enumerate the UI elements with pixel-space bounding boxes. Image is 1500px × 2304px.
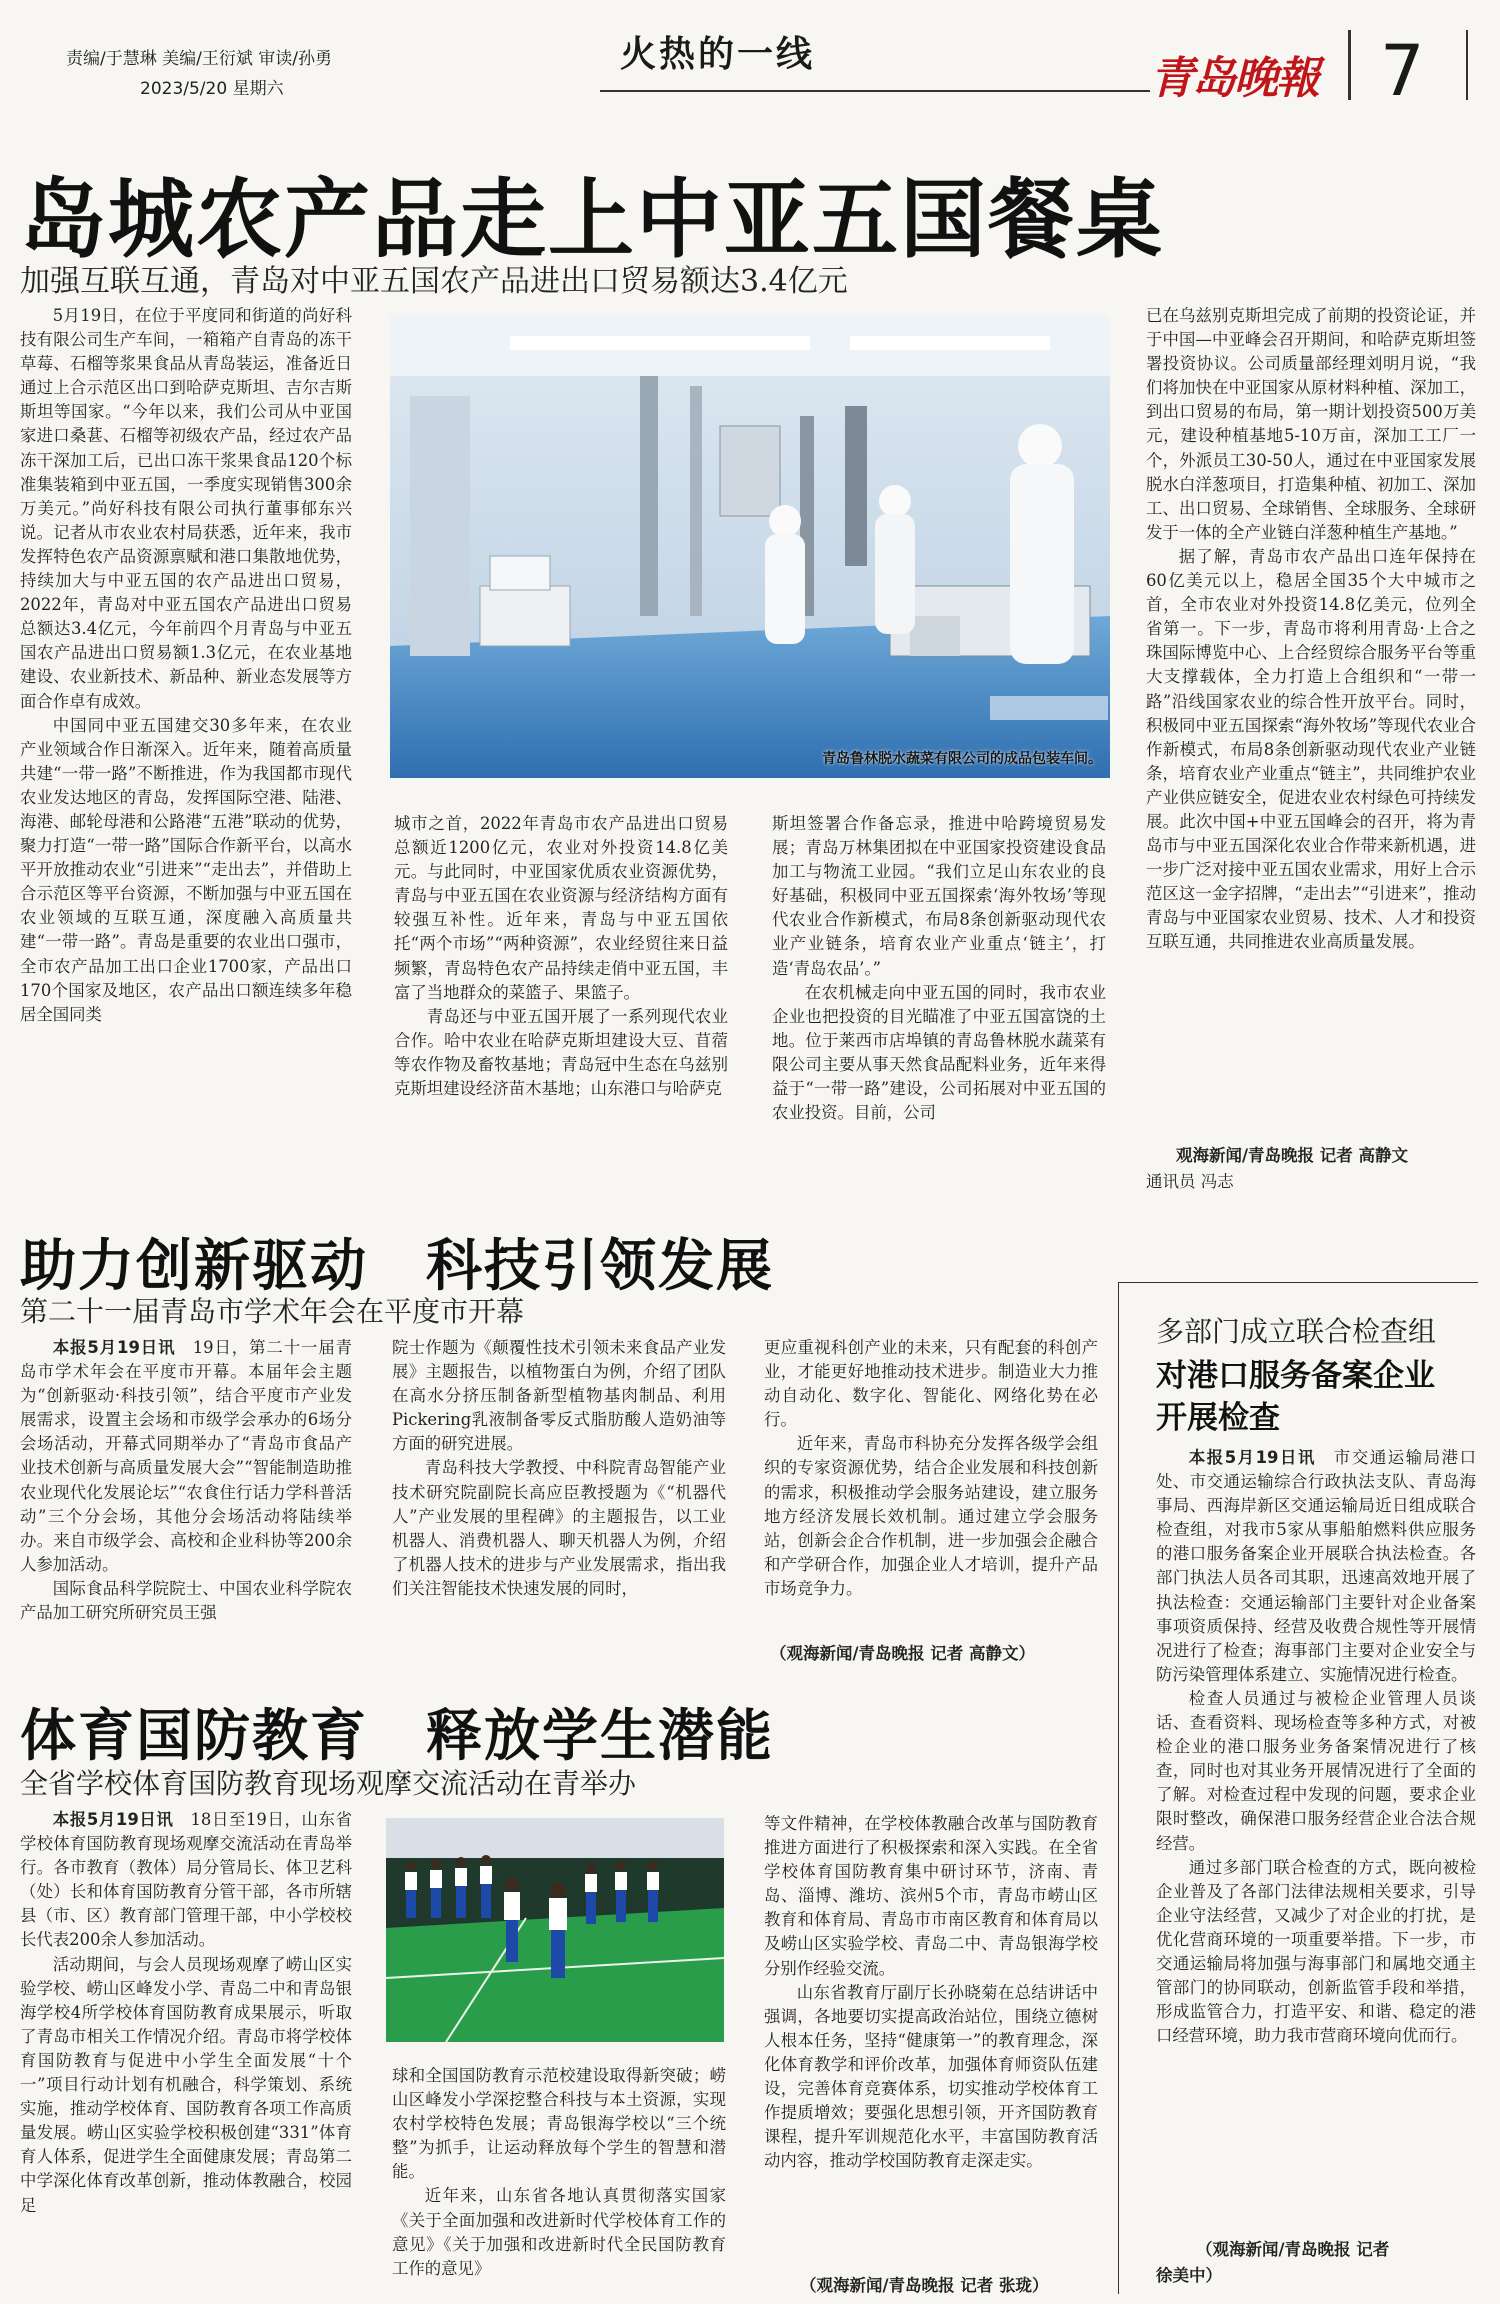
article1-byline-2: 通讯员 冯志 — [1146, 1172, 1234, 1191]
sidebar-frame-left — [1118, 1282, 1119, 2294]
masthead-divider — [1348, 30, 1351, 100]
article3-lead-label: 本报5月19日讯 — [52, 1810, 174, 1829]
sidebar-frame-top — [1118, 1282, 1478, 1283]
sidebar-byline-2: 徐美中） — [1156, 2266, 1222, 2285]
factory-illustration — [390, 316, 1110, 778]
newspaper-logo: 青岛晚報 — [1150, 53, 1318, 104]
article1-col3: 斯坦签署合作备忘录，推进中哈跨境贸易发展；青岛万林集团拟在中亚国家投资建设食品加工与物流工业园。“我们立足山东农业的良好基础，积极同中亚五国探索‘海外牧场’等现代农业合作新模式，布局8条创新驱动现代农业产业链条，培育农业产业重点‘链主’，打造‘青岛农品’。” 在农机械走向中亚五国的同时，我市农业企业也把投资的目光瞄准了中亚五国富饶的土地。位于莱西市店埠镇的青岛鲁林脱水蔬菜有限公司主要从事天然食品配料业务，近年来得益于“一带一路”建设，公司拓展对中亚五国的农业投资。目前，公司 — [772, 814, 1106, 1123]
sidebar-title-line3: 开展检查 — [1156, 1400, 1280, 1436]
article1-byline: 观海新闻/青岛晚报 记者 高静文 — [1176, 1146, 1409, 1165]
article2-col2: 院士作题为《颠覆性技术引领未来食品产业发展》主题报告，以植物蛋白为例，介绍了团队在高水分挤压制备新型植物基肉制品、利用Pickering乳液制备零反式脂肪酸人造奶油等方面的研究进展。 青岛科技大学教授、中科院青岛智能产业技术研究院副院长高应臣教授题为《“机器代人”产业发展的里程碑》的主题报告，以工业机器人、消费机器人、聊天机器人为例，介绍了机器人技术的进步与产业发展需求，指出我们关注智能技术快速发展的同时， — [392, 1338, 726, 1598]
students-exercise-field-photo — [386, 1818, 724, 2042]
article2-subhead: 第二十一届青岛市学术年会在平度市开幕 — [20, 1295, 525, 1328]
sidebar-title-line1: 多部门成立联合检查组 — [1156, 1315, 1437, 1348]
article3-byline: （观海新闻/青岛晚报 记者 张珑） — [800, 2276, 1049, 2295]
sidebar-body: 本报5月19日讯 市交通运输局港口处、市交通运输综合行政执法支队、青岛海事局、西海岸新区交通运输局近日组成联合检查组，对我市5家从事船舶燃料供应服务的港口服务备案企业开展联合执法检查。各部门执法人员各司其职，迅速高效地开展了执法检查：交通运输部门主要针对企业备案事项资质保持、经营及收费合规性等开展情况进行了检查；海事部门主要对企业安全与防污染管理体系建立、实施情况进行检查。 检查人员通过与被检企业管理人员谈话、查看资料、现场检查等多种方式，对被检企业的港口服务业务备案情况进行了核查，同时也对其业务开展情况进行了全面的了解。对检查过程中发现的问题，要求企业限时整改，确保港口服务经营企业合法合规经营。 通过多部门联合检查的方式，既向被检企业普及了各部门法律法规相关要求，引导企业守法经营，又减少了对企业的打扰，是优化营商环境的一项重要举措。下一步，市交通运输局将加强与海事部门和属地交通主管部门的协同联动，创新监管手段和举措，形成监管合力，打造平安、和谐、稳定的港口经营环境，助力我市营商环境向优而行。 — [1156, 1448, 1476, 2046]
article2-lead-label: 本报5月19日讯 — [52, 1338, 176, 1357]
editor-credits: 责编/于慧琳 美编/王衍斌 审读/孙勇 — [66, 49, 332, 69]
masthead-edge — [1466, 30, 1468, 100]
article3-subhead: 全省学校体育国防教育现场观摩交流活动在青举办 — [20, 1767, 637, 1800]
sidebar-title-line2: 对港口服务备案企业 — [1156, 1358, 1435, 1394]
sidebar-lead-label: 本报5月19日讯 — [1188, 1448, 1316, 1467]
page-credits — [66, 44, 332, 104]
article2-byline: （观海新闻/青岛晚报 记者 高静文） — [770, 1644, 1036, 1663]
article1-col4: 已在乌兹别克斯坦完成了前期的投资论证，并于中国—中亚峰会召开期间，和哈萨克斯坦签署投资协议。公司质量部经理刘明月说，“我们将加快在中亚国家从原材料种植、深加工，到出口贸易的布局，第一期计划投资500万美元，建设种植基地5-10万亩，深加工工厂一个，外派员工30-50人，通过在中亚国家发展脱水白洋葱项目，打造集种植、初加工、深加工、出口贸易、全球销售、全球服务、全球研发于一体的全产业链白洋葱种植生产基地。” 据了解，青岛市农产品出口连年保持在60亿美元以上，稳居全国35个大中城市之首，全市农业对外投资14.8亿美元，位列全省第一。下一步，青岛市将利用青岛·上合之珠国际博览中心、上合经贸综合服务平台等重大支撑载体，全力打造上合组织和“一带一路”沿线国家农业的综合性开放平台。同时，积极同中亚五国探索“海外牧场”等现代农业合作新模式，布局8条创新驱动现代农业产业链条，培育农业产业重点“链主”，共同维护农业产业供应链安全，促进农业农村绿色可持续发展。此次中国+中亚五国峰会的召开，将为青岛市与中亚五国深化农业合作带来新机遇，进一步广泛对接中亚五国农业需求，用好上合示范区这一金字招牌，“走出去”“引进来”，推动青岛与中亚国家农业贸易、技术、人才和投资互联互通，共同推进农业高质量发展。 — [1146, 306, 1476, 952]
factory-packaging-workshop-photo — [390, 316, 1110, 778]
article1-col2: 城市之首，2022年青岛市农产品进出口贸易总额近1200亿元，农业对外投资14.8亿美元。与此同时，中亚国家优质农业资源优势，青岛与中亚五国在农业资源与经济结构方面有较强互补性。近年来，青岛与中亚五国依托“两个市场”“两种资源”，农业经贸往来日益频繁，青岛特色农产品持续走俏中亚五国，丰富了当地群众的菜篮子、果篮子。 青岛还与中亚五国开展了一系列现代农业合作。哈中农业在哈萨克斯坦建设大豆、苜蓿等农作物及畜牧基地；青岛冠中生态在乌兹别克斯坦建设经济苗木基地；山东港口与哈萨克 — [394, 814, 728, 1099]
article2-headline: 助力创新驱动 科技引领发展 — [20, 1234, 774, 1299]
students-illustration — [386, 1818, 724, 2042]
article3-headline: 体育国防教育 释放学生潜能 — [20, 1704, 774, 1769]
photo-caption: 青岛鲁林脱水蔬菜有限公司的成品包装车间。 — [822, 751, 1102, 767]
article3-col2: 球和全国国防教育示范校建设取得新突破；崂山区峰发小学深挖整合科技与本土资源，实现农村学校特色发展；青岛银海学校以“三个统整”为抓手，让运动释放每个学生的智慧和潜能。 近年来，山东省各地认真贯彻落实国家《关于全面加强和改进新时代学校体育工作的意见》《关于加强和改进新时代全民国防教育工作的意见》 — [392, 2066, 726, 2278]
issue-date: 2023/5/20 星期六 — [140, 79, 284, 99]
article1-col1: 5月19日，在位于平度同和街道的尚好科技有限公司生产车间，一箱箱产自青岛的冻干草莓、石榴等浆果食品从青岛装运，准备近日通过上合示范区出口到哈萨克斯坦、吉尔吉斯斯坦等国家。“今年以来，我们公司从中亚国家进口桑葚、石榴等初级农产品，经过农产品冻干深加工后，已出口冻干浆果食品120个标准集装箱到中亚五国，一季度实现销售300余万美元。”尚好科技有限公司执行董事郁东兴说。记者从市农业农村局获悉，近年来，我市发挥特色农产品资源禀赋和港口集散地优势，持续加大与中亚五国的农产品进出口贸易，2022年，青岛对中亚五国农产品进出口贸易总额达3.4亿元，今年前四个月青岛与中亚五国农产品进出口贸易额1.3亿元，在农业基地建设、农业新技术、新品种、新业态发展等方面合作卓有成效。 中国同中亚五国建交30多年来，在农业产业领域合作日渐深入。近年来，随着高质量共建“一带一路”不断推进，作为我国都市现代农业发达地区的青岛，发挥国际空港、陆港、海港、邮轮母港和公路港“五港”联动的优势，聚力打造“一带一路”国际合作新平台，以高水平开放推动农业“引进来”“走出去”，并借助上合示范区等平台资源，不断加强与中亚五国在农业领域的互联互通，深度融入高质量共建“一带一路”。青岛是重要的农业出口强市，全市农产品加工出口企业1700家，产品出口170个国家及地区，农产品出口额连续多年稳居全国同类 — [20, 306, 352, 1024]
article1-subhead: 加强互联互通，青岛对中亚五国农产品进出口贸易额达3.4亿元 — [20, 264, 848, 299]
page-number: 7 — [1380, 30, 1425, 112]
masthead-rule — [600, 90, 1150, 92]
article2-col3: 更应重视科创产业的未来，只有配套的科创产业，才能更好地推动技术进步。制造业大力推动自动化、数字化、智能化、网络化势在必行。 近年来，青岛市科协充分发挥各级学会组织的专家资源优势，结合企业发展和科技创新的需求，积极推动学会服务站建设，建立服务地方经济发展长效机制。通过建立学会服务站，创新会企合作机制，进一步加强会企融合和产学研合作，加强企业人才培训，提升产品市场竞争力。 — [764, 1338, 1098, 1598]
article3-col1: 本报5月19日讯 18日至19日，山东省学校体育国防教育现场观摩交流活动在青岛举行。各市教育（教体）局分管局长、体卫艺科（处）长和体育国防教育分管干部，各市所辖县（市、区）教育部门管理干部，中小学校校长代表200余人参加活动。 活动期间，与会人员现场观摩了崂山区实验学校、崂山区峰发小学、青岛二中和青岛银海学校4所学校体育国防教育成果展示，听取了青岛市相关工作情况介绍。青岛市将学校体育国防教育与促进中小学生全面发展“十个一”项目行动计划有机融合，科学策划、系统实施，推动学校体育、国防教育各项工作高质量发展。崂山区实验学校积极创建“331”体育育人体系，促进学生全面健康发展；青岛第二中学深化体育改革创新，推动体教融合，校园足 — [20, 1810, 352, 2215]
article1-headline: 岛城农产品走上中亚五国餐桌 — [20, 170, 1164, 270]
article3-col3: 等文件精神，在学校体教融合改革与国防教育推进方面进行了积极探索和深入实践。在全省学校体育国防教育集中研讨环节，济南、青岛、淄博、潍坊、滨州5个市，青岛市崂山区教育和体育局、青岛市市南区教育和体育局以及崂山区实验学校、青岛二中、青岛银海学校分别作经验交流。 山东省教育厅副厅长孙晓菊在总结讲话中强调，各地要切实提高政治站位，围绕立德树人根本任务，坚持“健康第一”的教育理念，深化体育教学和评价改革，加强体育师资队伍建设，完善体育竞赛体系，切实推动学校体育工作提质增效；要强化思想引领，开齐国防教育课程，提升军训规范化水平，丰富国防教育活动内容，推动学校国防教育走深走实。 — [764, 1814, 1098, 2171]
section-title: 火热的一线 — [620, 34, 816, 75]
sidebar-byline: （观海新闻/青岛晚报 记者 — [1196, 2240, 1390, 2259]
article2-col1: 本报5月19日讯 19日，第二十一届青岛市学术年会在平度市开幕。本届年会主题为“创新驱动·科技引领”，结合平度市产业发展需求，设置主会场和市级学会承办的6场分会场活动，开幕式同期举办了“青岛市食品产业技术创新与高质量发展大会”“智能制造助推农业现代化发展论坛”“农食住行话力学科普活动”三个分会场，其他分会场活动将陆续举办。来自市级学会、高校和企业科协等200余人参加活动。 国际食品科学院院士、中国农业科学院农产品加工研究所研究员王强 — [20, 1338, 352, 1623]
